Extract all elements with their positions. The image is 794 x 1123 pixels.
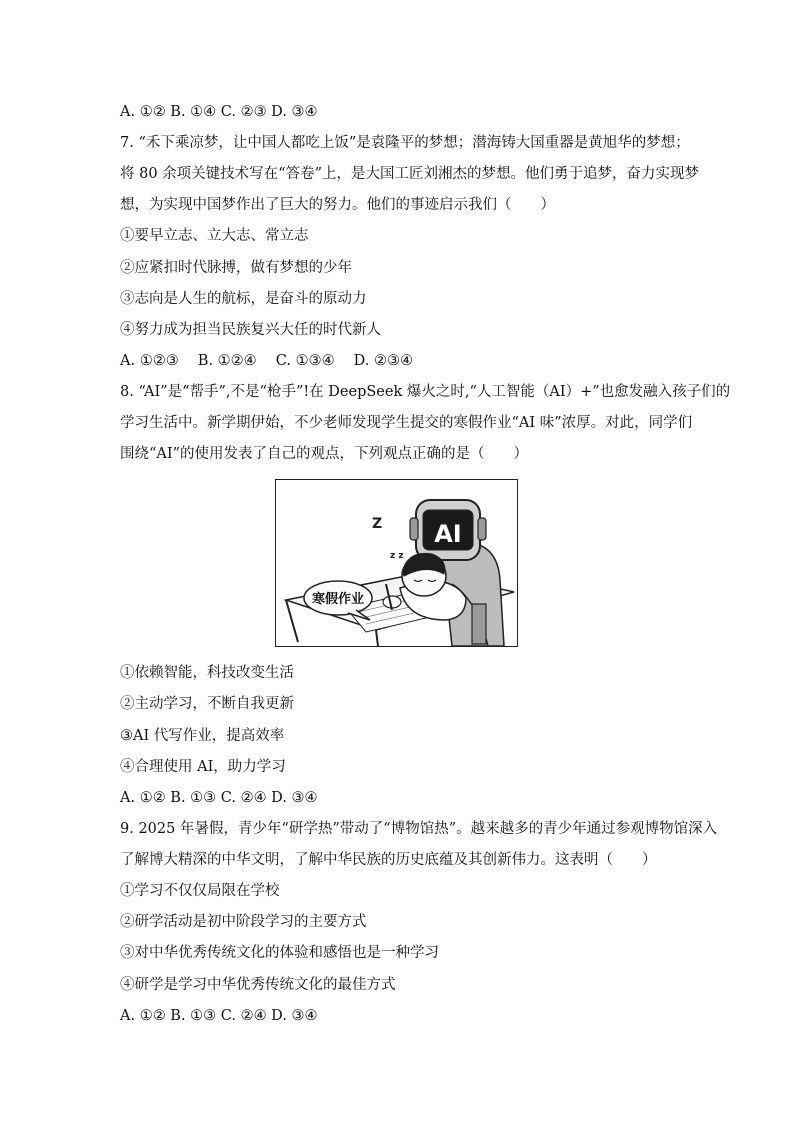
q9-item-3: ③对中华优秀传统文化的体验和感悟也是一种学习: [120, 945, 439, 961]
homework-bubble: [304, 581, 372, 620]
q8-item-3: ③AI 代写作业，提高效率: [120, 728, 285, 744]
q9-item-1: ①学习不仅仅局限在学校: [120, 883, 280, 899]
q8-item-1: ①依赖智能，科技改变生活: [120, 665, 294, 681]
q8-stem-line-3: 围绕“AI”的使用发表了自己的观点，下列观点正确的是（ ）: [120, 446, 529, 462]
q8-stem-line-1: 8. “AI”是“帮手”,不是“枪手”!在 DeepSeek 爆火之时,“人工智能（AI）+”也愈发融入孩子们的: [120, 384, 731, 400]
q8-item-4: ④合理使用 AI，助力学习: [120, 759, 286, 775]
ai-cartoon-figure: [275, 479, 518, 647]
q7-options: A. ①②③ B. ①②④ C. ①③④ D. ②③④: [120, 353, 414, 369]
q7-stem-line-2: 将 80 余项关键技术写在“答卷”上，是大国工匠刘湘杰的梦想。他们勇于追梦，奋力实现梦: [120, 166, 699, 182]
q7-stem-line-3: 想，为实现中国梦作出了巨大的努力。他们的事迹启示我们（ ）: [120, 197, 555, 213]
robot-ai-label: AI: [434, 520, 462, 548]
robot-head: [410, 500, 486, 560]
q9-options: A. ①② B. ①③ C. ②④ D. ③④: [120, 1008, 318, 1024]
q9-stem-line-2: 了解博大精深的中华文明，了解中华民族的历史底蕴及其创新伟力。这表明（ ）: [120, 852, 657, 868]
q6-options: A. ①② B. ①④ C. ②③ D. ③④: [120, 104, 318, 120]
q7-item-4: ④努力成为担当民族复兴大任的时代新人: [120, 322, 381, 338]
q8-options: A. ①② B. ①③ C. ②④ D. ③④: [120, 790, 318, 806]
q7-stem-line-1: 7. “禾下乘凉梦，让中国人都吃上饭”是袁隆平的梦想；潜海铸大国重器是黄旭华的梦想；: [120, 135, 690, 151]
q8-stem-line-2: 学习生活中。新学期伊始，不少老师发现学生提交的寒假作业“AI 味”浓厚。对此，同学们: [120, 415, 693, 431]
q9-item-2: ②研学活动是初中阶段学习的主要方式: [120, 914, 367, 930]
q7-item-3: ③志向是人生的航标，是奋斗的原动力: [120, 291, 367, 307]
q9-item-4: ④研学是学习中华优秀传统文化的最佳方式: [120, 977, 396, 993]
q7-item-1: ①要早立志、立大志、常立志: [120, 228, 309, 244]
sleep-z-big: Z: [372, 516, 383, 532]
q8-item-2: ②主动学习，不断自我更新: [120, 696, 294, 712]
q7-item-2: ②应紧扣时代脉搏，做有梦想的少年: [120, 260, 352, 276]
q9-stem-line-1: 9. 2025 年暑假，青少年“研学热”带动了“博物馆热”。越来越多的青少年通过参观博物馆深入: [120, 821, 718, 837]
bubble-text: 寒假作业: [311, 592, 365, 607]
sleep-z-small: z z: [390, 551, 404, 561]
